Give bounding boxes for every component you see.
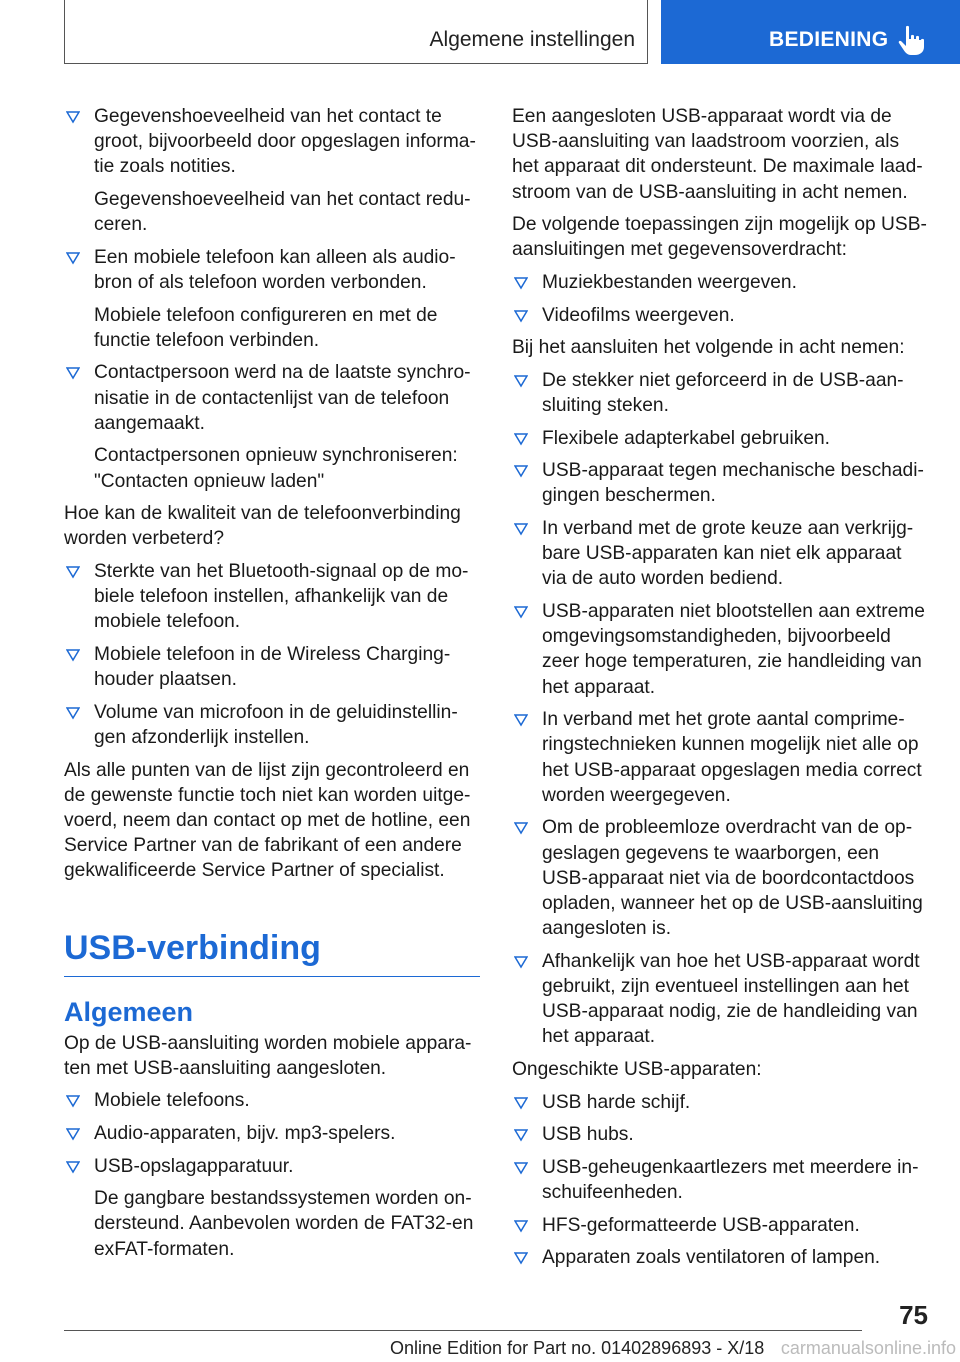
triangle-bullet-icon (66, 1090, 80, 1110)
heading-algemeen: Algemeen (64, 996, 194, 1027)
triangle-bullet-icon (514, 1215, 528, 1235)
list-item (512, 1155, 928, 1205)
list-item (64, 1121, 480, 1146)
triangle-bullet-icon (514, 709, 528, 729)
triangle-bullet-icon (66, 702, 80, 722)
list-item-sub: Gegevenshoeveelheid van het contact reduceren. (94, 189, 471, 236)
triangle-bullet-icon (514, 428, 528, 448)
left-column (64, 104, 480, 1269)
list-item-text: USB-apparaat tegen mechanische beschadigingen beschermen. (542, 460, 924, 507)
list-item (512, 270, 928, 295)
list-item (512, 1122, 928, 1147)
list-item-sub: De gangbare bestandssystemen worden ondersteund. Aanbevolen worden de FAT32-en exFAT-formaten. (94, 1188, 474, 1260)
page-number: 75 (899, 1300, 928, 1330)
header-section-box (64, 0, 648, 64)
footer-divider (64, 1330, 862, 1331)
list-item-text: Videofilms weergeven. (542, 304, 735, 326)
paragraph-charging: Een aangesloten USB-apparaat wordt via de USB-aansluiting van laadstroom voorzien, als het apparaat dit ondersteunt. De maximale laadstroom van de USB-aansluiting in acht nemen. (512, 106, 923, 203)
triangle-bullet-icon (66, 362, 80, 382)
list-item-text: USB-apparaten niet blootstellen aan extreme omgevingsomstandigheden, bijvoorbeeld zeer hoge temperaturen, zie handleiding van het apparaat. (542, 600, 925, 698)
footer-edition: Online Edition for Part no. 01402896893 - X/18 (390, 1338, 765, 1358)
list-item-text: Audio-apparaten, bijv. mp3-spelers. (94, 1122, 396, 1144)
triangle-bullet-icon (66, 247, 80, 267)
list-item-text: Contactpersoon werd na de laatste synchronisatie in de contactenlijst van de telefoon aangemaakt. (94, 362, 471, 434)
paragraph-question: Hoe kan de kwaliteit van de telefoonverbinding worden verbeterd? (64, 503, 461, 550)
list-item-text: Een mobiele telefoon kan alleen als audiobron of als telefoon worden verbonden. (94, 246, 456, 293)
list-item (64, 104, 480, 180)
list-item-text: USB-geheugenkaartlezers met meerdere inschuifeenheden. (542, 1156, 919, 1203)
list-item (512, 1245, 928, 1270)
triangle-bullet-icon (66, 1123, 80, 1143)
list-item-text: HFS-geformatteerde USB-apparaten. (542, 1214, 860, 1236)
right-column (512, 104, 928, 1278)
hand-pointer-icon (897, 24, 927, 56)
triangle-bullet-icon (66, 1156, 80, 1176)
list-item-text: USB harde schijf. (542, 1091, 691, 1113)
triangle-bullet-icon (514, 370, 528, 390)
triangle-bullet-icon (514, 305, 528, 325)
list-item-text: Gegevenshoeveelheid van het contact te groot, bijvoorbeeld door opgeslagen informatie zoals notities. (94, 106, 476, 178)
list-item-text: Afhankelijk van hoe het USB-apparaat wordt gebruikt, zijn eventueel instellingen aan het USB-apparaat nodig, zie de handleiding van het apparaat. (542, 950, 920, 1048)
list-item (512, 949, 928, 1050)
triangle-bullet-icon (514, 601, 528, 621)
heading-usb-verbinding: USB-verbinding (64, 928, 480, 977)
list-item (512, 303, 928, 328)
triangle-bullet-icon (514, 1247, 528, 1267)
triangle-bullet-icon (514, 272, 528, 292)
paragraph-closing: Als alle punten van de lijst zijn gecontroleerd en de gewenste functie toch niet kan worden uitgevoerd, neem dan contact op met de hotline, een Service Partner van de fabrikant of een andere gekwalificeerde Service Partner of specialist. (64, 759, 471, 882)
triangle-bullet-icon (66, 561, 80, 581)
paragraph-applications: De volgende toepassingen zijn mogelijk op USB-aansluitingen met gegevensoverdracht: (512, 214, 927, 261)
triangle-bullet-icon (514, 518, 528, 538)
list-item-text: USB-opslagapparatuur. (94, 1155, 294, 1177)
paragraph-intro: Op de USB-aansluiting worden mobiele apparaten met USB-aansluiting aangesloten. (64, 1032, 472, 1079)
list-item (512, 707, 928, 808)
list-item (64, 1154, 480, 1179)
paragraph-unsuitable: Ongeschikte USB-apparaten: (512, 1058, 762, 1080)
triangle-bullet-icon (514, 1124, 528, 1144)
tab-bediening-label: BEDIENING (769, 28, 889, 51)
list-item-text: USB hubs. (542, 1124, 634, 1146)
list-item-text: Om de probleemloze overdracht van de opgeslagen gegevens te waarborgen, een USB-apparaat niet via de boordcontactdoos opladen, wanneer het op de USB-aansluiting aangesloten is. (542, 817, 923, 940)
list-item-text: De stekker niet geforceerd in de USB-aansluiting steken. (542, 369, 904, 416)
triangle-bullet-icon (514, 460, 528, 480)
triangle-bullet-icon (66, 106, 80, 126)
list-item (64, 642, 480, 692)
list-item (512, 516, 928, 592)
list-item-text: Mobiele telefoons. (94, 1090, 250, 1112)
list-item (64, 1088, 480, 1113)
section-title: Algemene instellingen (429, 28, 635, 51)
triangle-bullet-icon (514, 1092, 528, 1112)
list-item-sub: Contactpersonen opnieuw synchroniseren: "Contacten opnieuw laden" (94, 445, 458, 492)
list-item-text: Volume van microfoon in de geluidinstellingen afzonderlijk instellen. (94, 701, 458, 748)
triangle-bullet-icon (514, 1157, 528, 1177)
list-item-text: Muziekbestanden weergeven. (542, 272, 797, 293)
list-item-text: Mobiele telefoon in de Wireless Charging-houder plaatsen. (94, 643, 451, 691)
list-item (512, 815, 928, 941)
list-item (512, 1090, 928, 1115)
list-item (512, 426, 928, 451)
list-item (512, 1213, 928, 1238)
list-item-text: Flexibele adapterkabel gebruiken. (542, 427, 830, 449)
list-item (64, 700, 480, 750)
list-item (64, 245, 480, 295)
list-item (512, 599, 928, 700)
list-item-sub: Mobiele telefoon configureren en met de functie telefoon verbinden. (94, 304, 438, 351)
triangle-bullet-icon (514, 951, 528, 971)
list-item-text: In verband met het grote aantal comprimeringstechnieken kunnen mogelijk niet alle op het USB-apparaat opgeslagen media correct worden weergegeven. (542, 709, 922, 806)
list-item (64, 559, 480, 635)
tab-bediening[interactable] (661, 0, 960, 64)
list-item-text: In verband met de grote keuze aan verkrijgbare USB-apparaten kan niet elk apparaat via de auto worden bediend. (542, 517, 914, 590)
triangle-bullet-icon (66, 644, 80, 664)
list-item-text: Sterkte van het Bluetooth-signaal op de mobiele telefoon instellen, afhankelijk van de mobiele telefoon. (94, 560, 469, 633)
watermark: carmanualsonline.info (780, 1338, 956, 1358)
list-item (64, 360, 480, 436)
triangle-bullet-icon (514, 817, 528, 837)
list-item-text: Apparaten zoals ventilatoren of lampen. (542, 1247, 881, 1269)
paragraph-connecting: Bij het aansluiten het volgende in acht nemen: (512, 337, 905, 359)
list-item (512, 368, 928, 418)
list-item (512, 458, 928, 508)
